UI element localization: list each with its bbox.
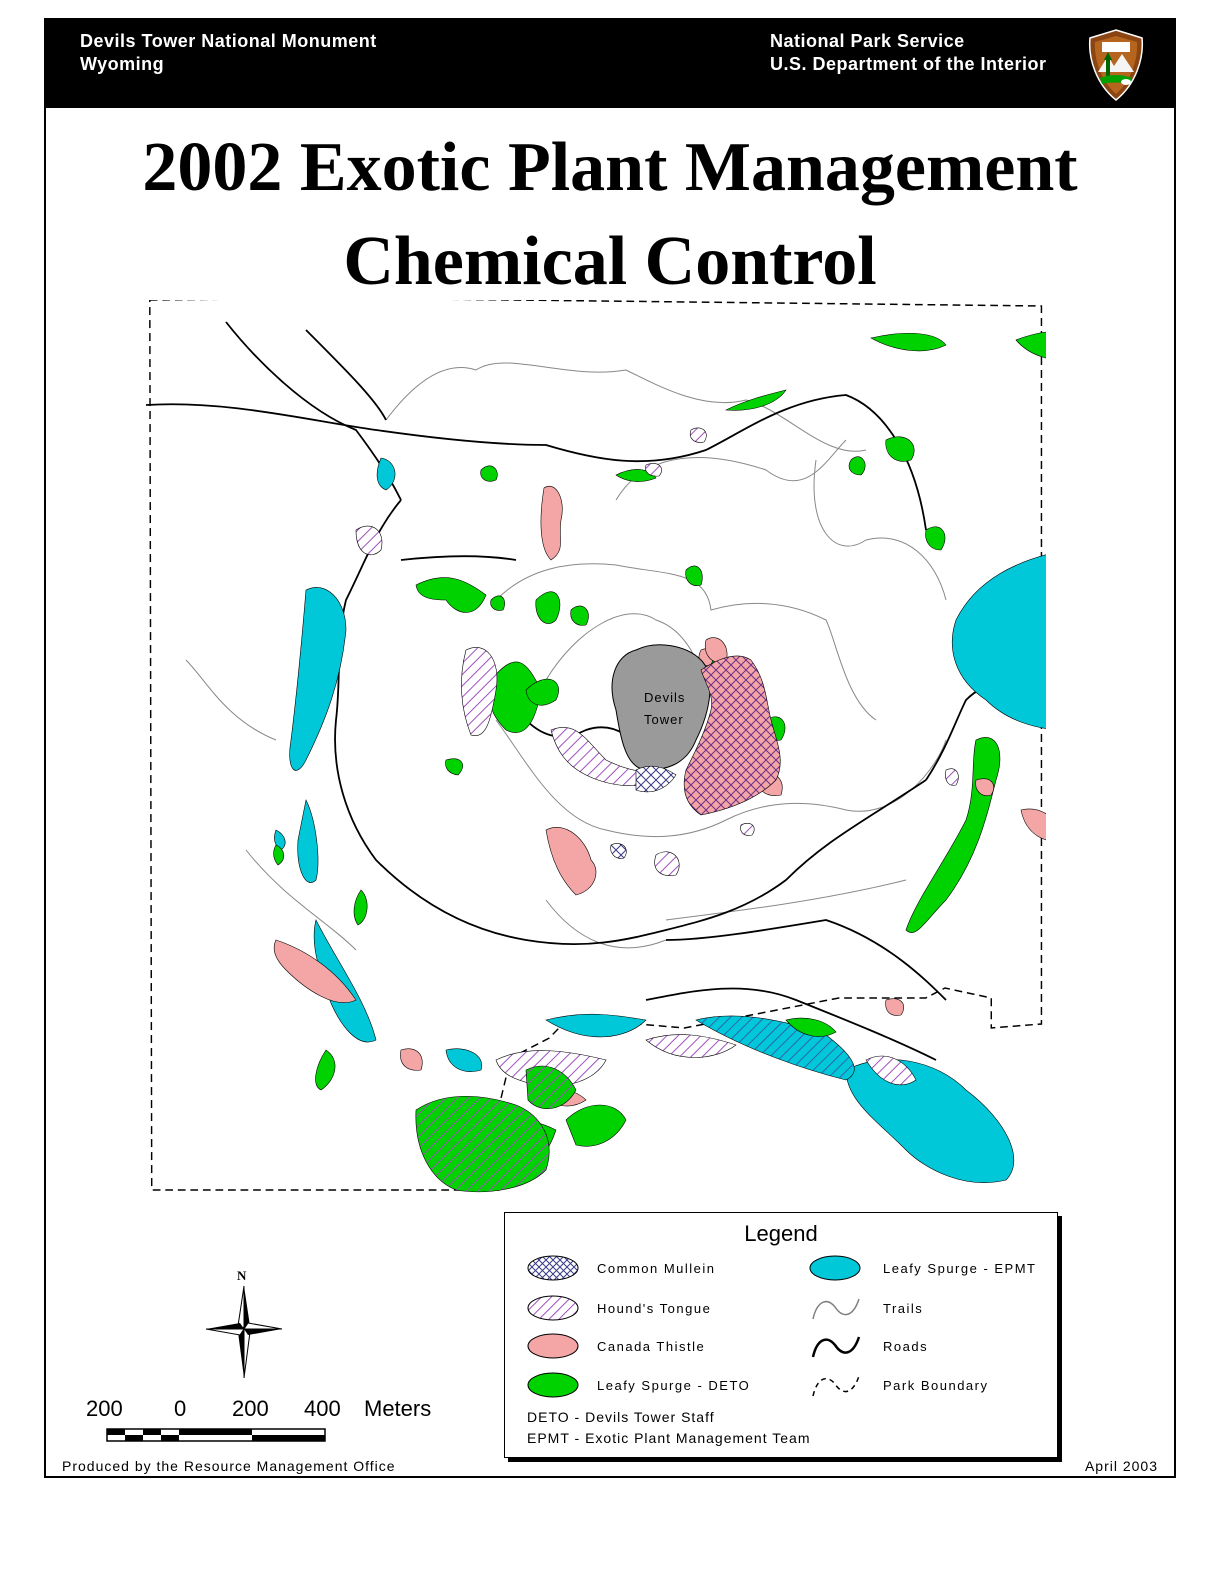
devils-tower-label-1: Devils: [644, 690, 686, 705]
legend-note-epmt: EPMT - Exotic Plant Management Team: [527, 1430, 811, 1446]
scale-bar-graphic: [106, 1428, 328, 1444]
ellipse-icon: [525, 1331, 585, 1361]
legend-label-roads: Roads: [883, 1339, 929, 1354]
canada-thistle-layer: [274, 486, 1046, 1106]
south-mixed-zone: [416, 1096, 549, 1192]
legend-title: Legend: [744, 1221, 818, 1246]
dashed-line-icon: [807, 1368, 867, 1402]
ellipse-icon: [525, 1370, 585, 1400]
title-line-1: 2002 Exotic Plant Management: [142, 129, 1078, 206]
devils-tower-label-2: Tower: [644, 712, 684, 727]
scale-label-0: 0: [174, 1396, 187, 1421]
legend-label-leafy-spurge-epmt: Leafy Spurge - EPMT: [883, 1261, 1037, 1276]
legend-note-deto: DETO - Devils Tower Staff: [527, 1409, 715, 1425]
state-name: Wyoming: [80, 54, 165, 74]
scale-label-400: 400: [304, 1396, 341, 1421]
mullein-area-small: [611, 843, 627, 858]
ellipse-icon: [807, 1253, 867, 1283]
thin-line-icon: [807, 1291, 867, 1325]
legend-label-trails: Trails: [883, 1301, 924, 1316]
scale-label-200-left: 200: [86, 1396, 123, 1421]
scale-bar: [84, 1396, 444, 1456]
mullein-area: [636, 766, 676, 792]
map-frame: [44, 18, 1176, 1478]
agency-name: National Park Service: [770, 31, 965, 51]
leafy-spurge-epmt-layer: [274, 458, 1046, 1183]
department-name: U.S. Department of the Interior: [770, 54, 1047, 74]
diagonal-hatch-icon: [525, 1293, 585, 1323]
legend-label-park-boundary: Park Boundary: [883, 1378, 989, 1393]
monument-name: Devils Tower National Monument: [80, 31, 377, 51]
legend-label-canada-thistle: Canada Thistle: [597, 1339, 706, 1354]
legend-label-mullein: Common Mullein: [597, 1261, 716, 1276]
footer-date: April 2003: [1084, 1458, 1158, 1474]
scale-unit: Meters: [364, 1396, 432, 1421]
north-label: N: [237, 1268, 247, 1283]
header-bar: [46, 20, 1174, 108]
footer-producer: Produced by the Resource Management Office: [62, 1458, 396, 1474]
legend-label-hounds-tongue: Hound's Tongue: [597, 1301, 712, 1316]
thick-line-icon: [807, 1329, 867, 1363]
map-area: [146, 300, 1046, 1220]
header-left: [80, 30, 377, 76]
legend-box: [504, 1212, 1058, 1458]
park-boundary: [150, 300, 1042, 1190]
crosshatch-icon: [525, 1253, 585, 1283]
north-arrow-icon: [204, 1268, 284, 1378]
legend-label-leafy-spurge-deto: Leafy Spurge - DETO: [597, 1378, 751, 1393]
header-right: [770, 30, 1047, 76]
scale-label-200: 200: [232, 1396, 269, 1421]
title-line-2: Chemical Control: [343, 223, 877, 300]
nps-arrowhead-icon: [1084, 28, 1148, 102]
